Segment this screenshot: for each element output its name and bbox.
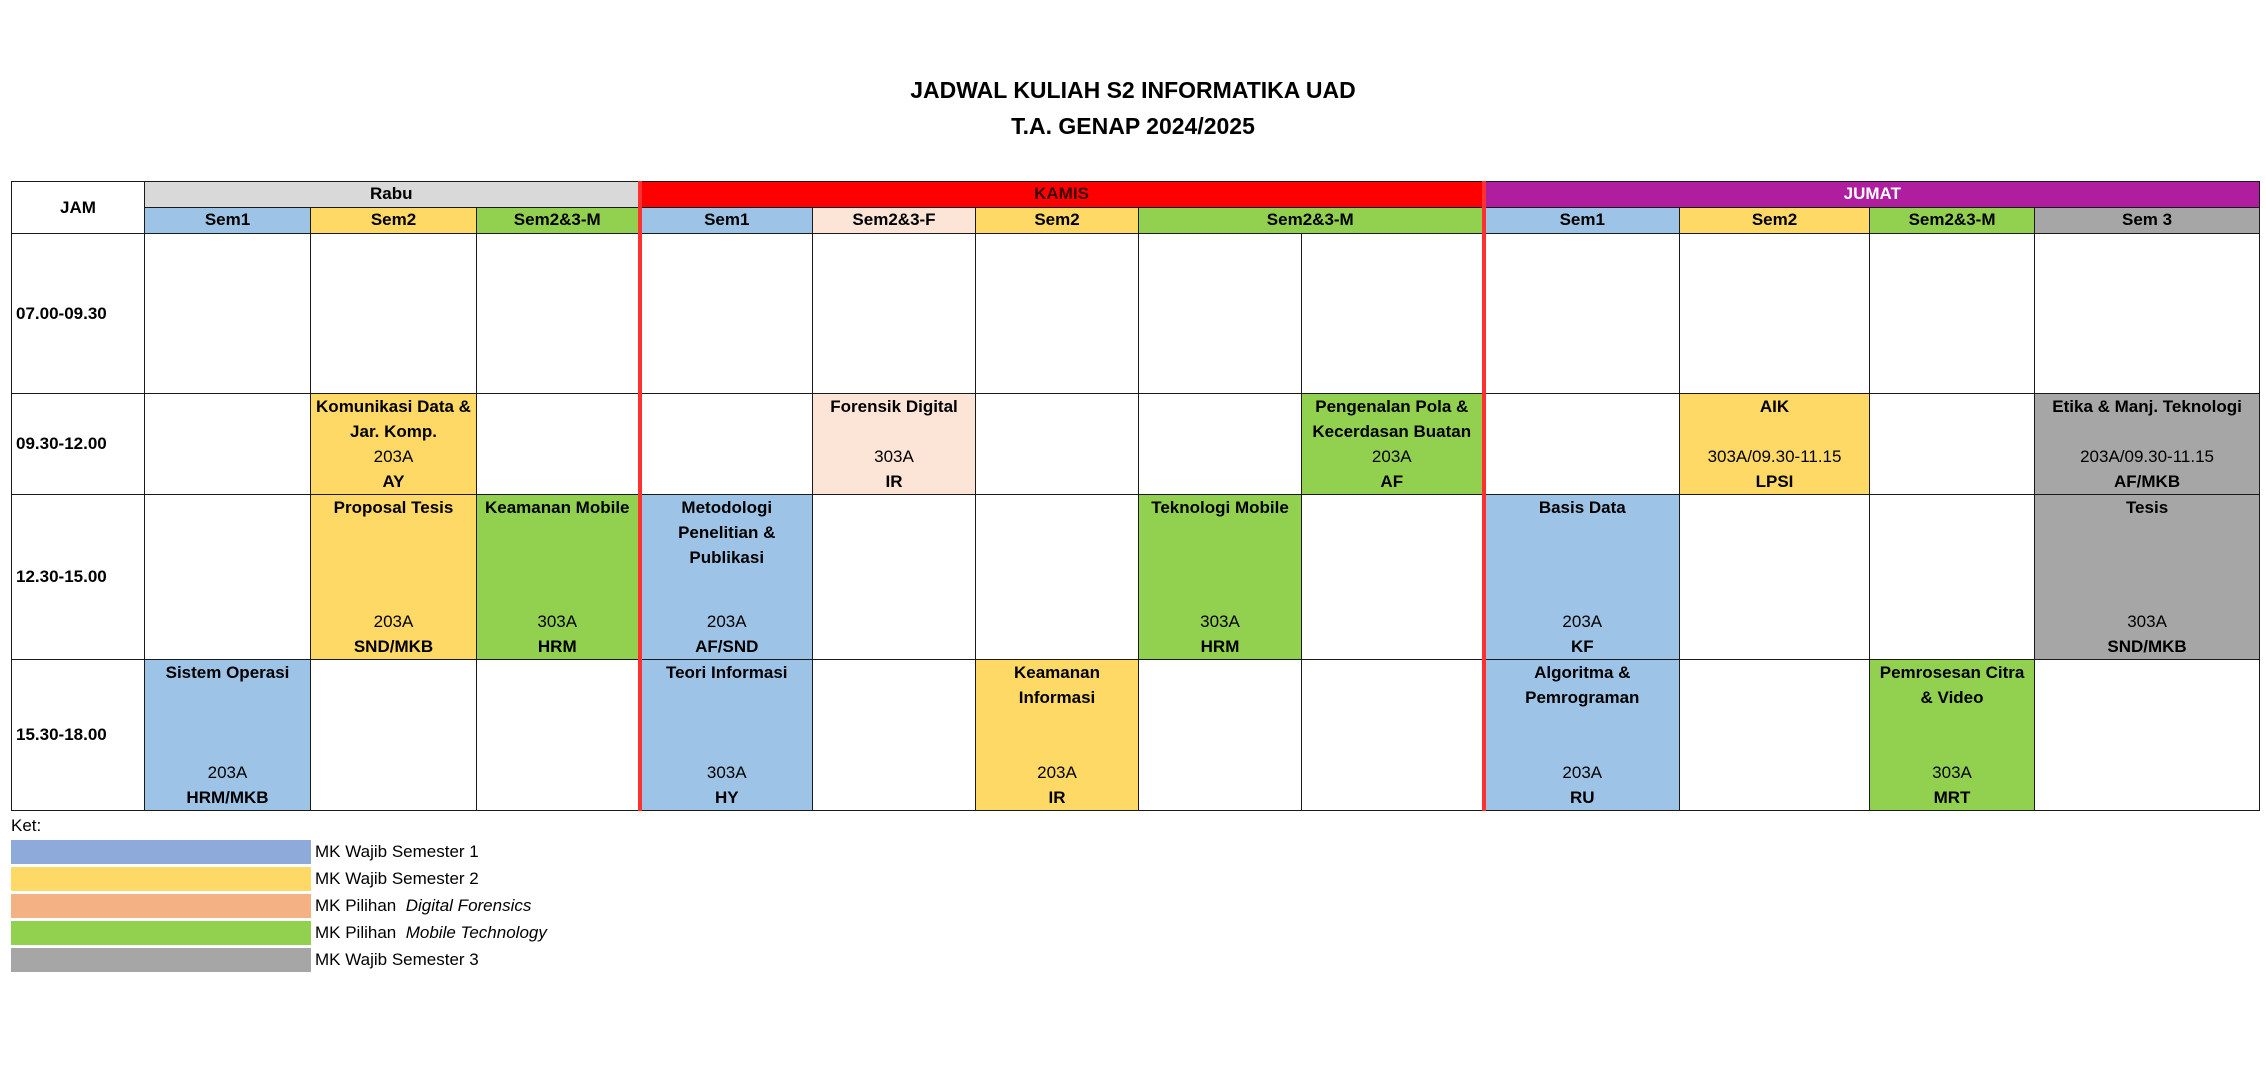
course-lecturer: AY: [382, 472, 405, 491]
course-cell: [311, 495, 477, 660]
course-cell: [1484, 660, 1680, 811]
course-room: 303A: [537, 612, 578, 631]
legend-item: [11, 865, 547, 892]
legend-label: Ket:: [11, 816, 42, 835]
subheader-jumat-sem3: Sem 3: [2035, 208, 2260, 234]
course-room: 203A: [706, 612, 747, 631]
day-header-jumat: JUMAT: [1484, 182, 2260, 208]
course-title: Teori Informasi: [665, 663, 788, 682]
course-lecturer: AF/MKB: [2114, 472, 2181, 491]
course-room: 203A: [1371, 447, 1412, 466]
empty-cell: [477, 394, 640, 495]
legend-swatch: [11, 894, 311, 918]
course-title: Etika & Manj. Teknologi: [2052, 397, 2242, 416]
course-cell: [2035, 394, 2260, 495]
subheader-kamis-sem23f: Sem2&3-F: [813, 208, 976, 234]
course-title: Metodologi Penelitian & Publikasi: [678, 498, 776, 567]
course-title: Basis Data: [1538, 498, 1626, 517]
empty-cell: [813, 660, 976, 811]
legend-text-italic: Mobile Technology: [405, 922, 547, 942]
course-title: Pengenalan Pola & Kecerdasan Buatan: [1312, 397, 1472, 441]
course-cell: [1680, 394, 1870, 495]
empty-cell: [976, 495, 1139, 660]
course-title: Komunikasi Data & Jar. Komp.: [316, 397, 471, 441]
legend-swatch: [11, 948, 311, 972]
empty-cell: [640, 394, 813, 495]
time-slot: 09.30-12.00: [12, 394, 145, 495]
course-lecturer: AF/SND: [695, 637, 759, 656]
empty-cell: [311, 660, 477, 811]
legend-item: [11, 838, 547, 865]
empty-cell: [1302, 234, 1484, 394]
course-lecturer: SND/MKB: [2107, 637, 2187, 656]
course-room: 203A: [1562, 763, 1603, 782]
empty-cell: [1139, 234, 1302, 394]
empty-cell: [976, 394, 1139, 495]
course-room: 203A: [207, 763, 248, 782]
empty-cell: [813, 234, 976, 394]
course-room: 203A: [373, 447, 414, 466]
empty-cell: [145, 234, 311, 394]
empty-cell: [1680, 660, 1870, 811]
course-title: Pemrosesan Citra & Video: [1879, 663, 2025, 707]
course-room: 303A: [706, 763, 747, 782]
course-cell: [1302, 394, 1484, 495]
course-lecturer: HRM/MKB: [186, 788, 269, 807]
course-room: 203A: [1562, 612, 1603, 631]
legend-item: [11, 946, 547, 973]
legend-text: MK Wajib Semester 1: [315, 841, 479, 861]
subheader-rabu-sem1: Sem1: [145, 208, 311, 234]
empty-cell: [2035, 660, 2260, 811]
legend-text: [315, 896, 531, 916]
legend-text-plain: MK Pilihan: [315, 895, 401, 915]
course-cell: [1139, 495, 1302, 660]
legend-swatch: [11, 867, 311, 891]
course-room: 303A/09.30-11.15: [1707, 447, 1842, 466]
course-lecturer: KF: [1570, 637, 1594, 656]
time-slot: 07.00-09.30: [12, 234, 145, 394]
course-title: AIK: [1759, 397, 1790, 416]
course-lecturer: RU: [1570, 788, 1595, 807]
empty-cell: [640, 234, 813, 394]
course-room: 303A: [2127, 612, 2167, 631]
day-header-kamis: KAMIS: [640, 182, 1484, 208]
legend: [11, 814, 547, 973]
empty-cell: [1484, 394, 1680, 495]
legend-text: MK Wajib Semester 2: [315, 868, 479, 888]
empty-cell: [1139, 394, 1302, 495]
empty-cell: [1484, 234, 1680, 394]
empty-cell: [1870, 394, 2035, 495]
course-title: Tesis: [2125, 498, 2169, 517]
legend-text-italic: Digital Forensics: [405, 895, 532, 915]
subheader-kamis-sem2: Sem2: [976, 208, 1139, 234]
course-room: 203A: [1037, 763, 1077, 782]
legend-text: [315, 923, 547, 943]
course-cell: [1870, 660, 2035, 811]
time-slot: 15.30-18.00: [12, 660, 145, 811]
course-cell: [2035, 495, 2260, 660]
subheader-jumat-sem2: Sem2: [1680, 208, 1870, 234]
subheader-kamis-sem1: Sem1: [640, 208, 813, 234]
course-room: 303A: [874, 447, 914, 466]
course-lecturer: HY: [714, 788, 739, 807]
course-room: 303A: [1200, 612, 1240, 631]
course-lecturer: IR: [1048, 788, 1066, 807]
course-lecturer: AF: [1380, 472, 1404, 491]
course-title: Keamanan Informasi: [1014, 663, 1100, 707]
course-cell: [640, 660, 813, 811]
empty-cell: [1302, 660, 1484, 811]
empty-cell: [1680, 495, 1870, 660]
page-title: JADWAL KULIAH S2 INFORMATIKA UAD: [910, 77, 1356, 103]
empty-cell: [311, 234, 477, 394]
subheader-rabu-sem23m: Sem2&3-M: [477, 208, 640, 234]
course-cell: [477, 495, 640, 660]
subheader-jumat-sem23m: Sem2&3-M: [1870, 208, 2035, 234]
subheader-rabu-sem2: Sem2: [311, 208, 477, 234]
course-lecturer: IR: [885, 472, 903, 491]
course-room: 203A: [373, 612, 414, 631]
empty-cell: [976, 234, 1139, 394]
empty-cell: [477, 660, 640, 811]
jam-header: JAM: [12, 182, 145, 234]
page-subtitle: T.A. GENAP 2024/2025: [1011, 113, 1255, 139]
course-cell: [976, 660, 1139, 811]
course-lecturer: HRM: [1200, 637, 1240, 656]
course-cell: [311, 394, 477, 495]
course-lecturer: HRM: [537, 637, 577, 656]
legend-item: [11, 892, 547, 919]
course-title: Sistem Operasi: [165, 663, 290, 682]
course-cell: [145, 660, 311, 811]
empty-cell: [1870, 495, 2035, 660]
course-title: Proposal Tesis: [333, 498, 454, 517]
course-title: Keamanan Mobile: [484, 498, 630, 517]
empty-cell: [1680, 234, 1870, 394]
course-title: Teknologi Mobile: [1151, 498, 1289, 517]
course-room: 303A: [1932, 763, 1972, 782]
legend-swatch: [11, 921, 311, 945]
time-slot: 12.30-15.00: [12, 495, 145, 660]
empty-cell: [477, 234, 640, 394]
empty-cell: [813, 495, 976, 660]
subheader-kamis-sem23m: Sem2&3-M: [1139, 208, 1484, 234]
course-cell: [813, 394, 976, 495]
course-lecturer: SND/MKB: [353, 637, 434, 656]
empty-cell: [1302, 495, 1484, 660]
empty-cell: [145, 495, 311, 660]
course-lecturer: MRT: [1933, 788, 1971, 807]
course-room: 203A/09.30-11.15: [2080, 447, 2215, 466]
empty-cell: [2035, 234, 2260, 394]
course-cell: [1484, 495, 1680, 660]
day-header-rabu: Rabu: [145, 182, 640, 208]
legend-text-plain: MK Pilihan: [315, 922, 401, 942]
course-title: Forensik Digital: [830, 397, 958, 416]
subheader-jumat-sem1: Sem1: [1484, 208, 1680, 234]
empty-cell: [145, 394, 311, 495]
empty-cell: [1870, 234, 2035, 394]
empty-cell: [1139, 660, 1302, 811]
legend-item: [11, 919, 547, 946]
legend-text: MK Wajib Semester 3: [315, 949, 479, 969]
course-cell: [640, 495, 813, 660]
course-title: Algoritma & Pemrograman: [1525, 663, 1640, 707]
course-lecturer: LPSI: [1755, 472, 1794, 491]
schedule-table: [11, 181, 2260, 811]
legend-swatch: [11, 840, 311, 864]
